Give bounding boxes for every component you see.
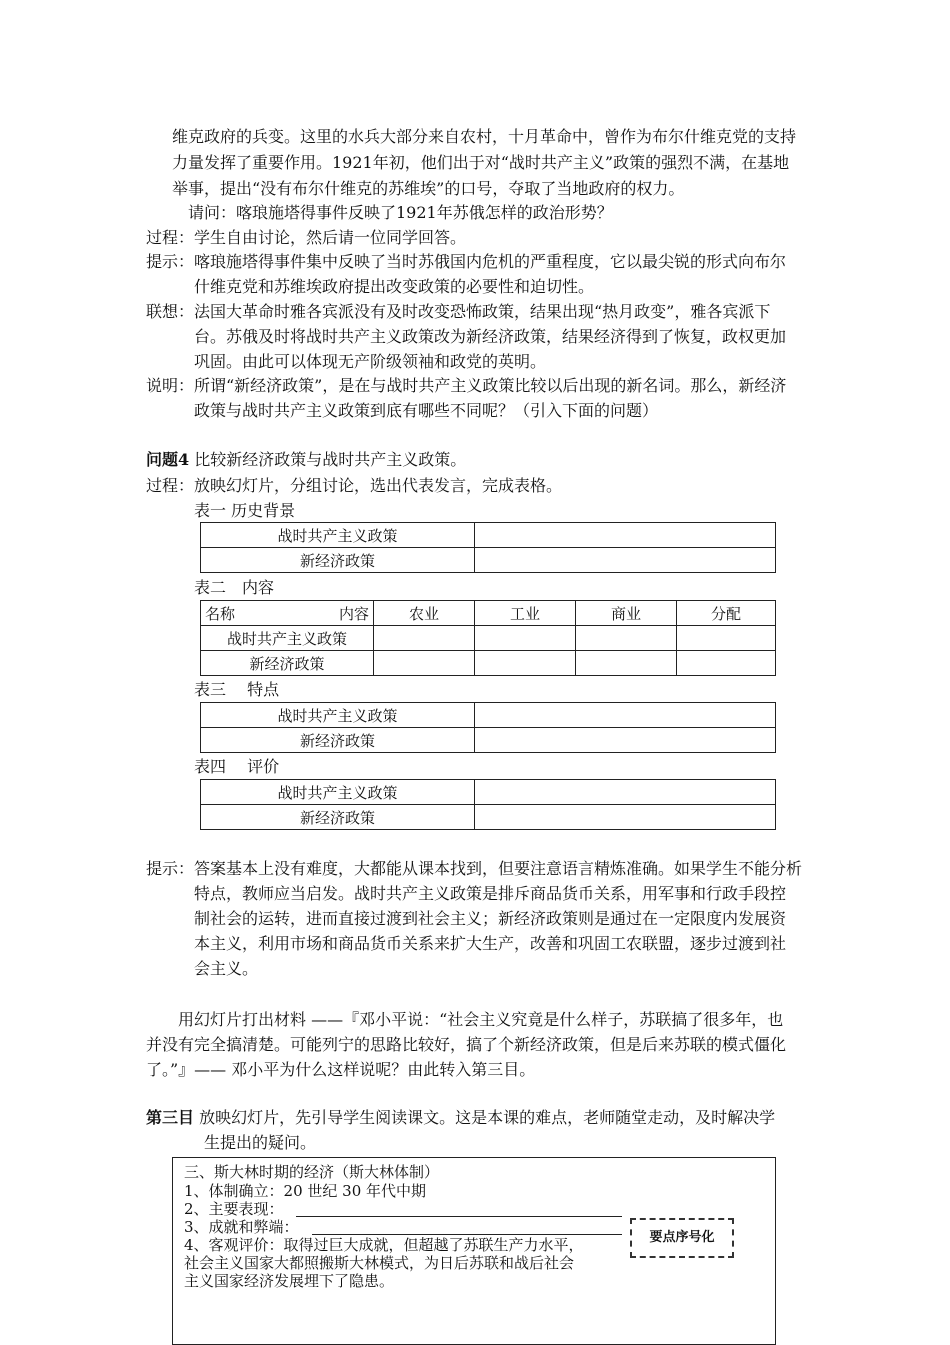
hint-2-line-5: 会主义。: [194, 959, 259, 978]
table-cell: [475, 780, 776, 805]
box-line-2: 1、体制确立：20 世纪 30 年代中期: [184, 1182, 427, 1200]
table-row: [201, 703, 776, 728]
box-line-1: 三、斯大林时期的经济（斯大林体制）: [184, 1163, 440, 1181]
table-cell: [475, 703, 776, 728]
hint-2-line-1: 提示：答案基本上没有难度，大都能从课本找到，但要注意语言精炼准确。如果学生不能分析: [146, 859, 803, 878]
table-cell: [677, 651, 776, 676]
assoc-line-1: 联想：法国大革命时雅各宾派没有及时改变恐怖政策，结果出现“热月政变”，雅各宾派下: [146, 302, 771, 321]
section-3-label: 第三目: [146, 1108, 195, 1127]
answer-blank-3: [312, 1234, 622, 1235]
box-line-3: 2、主要表现：: [184, 1200, 284, 1218]
table-cell: [475, 805, 776, 830]
table-cell: 战时共产主义政策: [201, 523, 475, 548]
table-2-content: [200, 600, 776, 676]
table-3-features: [200, 702, 776, 753]
section-3-line-1: [146, 1105, 775, 1131]
table-header: 分配: [677, 601, 776, 626]
question-4-label: 问题4: [146, 450, 190, 469]
table-1-background: [200, 522, 776, 573]
deng-quote-line-3: 了。”』—— 邓小平为什么这样说呢？由此转入第三目。: [146, 1060, 536, 1079]
assoc-line-3: 巩固。由此可以体现无产阶级领袖和政党的英明。: [194, 352, 547, 371]
table-row: [201, 548, 776, 573]
hint-2-line-3: 制社会的运转，进而直接过渡到社会主义；新经济政策则是通过在一定限度内发展资: [194, 909, 787, 928]
table-cell: 战时共产主义政策: [201, 703, 475, 728]
table-cell: [576, 651, 677, 676]
table-header: 工业: [475, 601, 576, 626]
hint-1-line-2: 什维克党和苏维埃政府提出改变政策的必要性和迫切性。: [194, 277, 595, 296]
table-header: 商业: [576, 601, 677, 626]
table-1-title: 表一 历史背景: [194, 501, 296, 520]
table-row: [201, 523, 776, 548]
table-row: [201, 651, 776, 676]
box-line-5: 4、客观评价：取得过巨大成就，但超越了苏联生产力水平，: [184, 1236, 584, 1254]
explain-line-2: 政策与战时共产主义政策到底有哪些不同呢？（引入下面的问题）: [194, 401, 659, 420]
table-cell: 新经济政策: [201, 805, 475, 830]
question-4-text: 比较新经济政策与战时共产主义政策。: [194, 450, 467, 469]
table-row: [201, 805, 776, 830]
deng-quote-line-2: 并没有完全搞清楚。可能列宁的思路比较好，搞了个新经济政策，但是后来苏联的模式僵化: [146, 1035, 787, 1054]
table-cell: [374, 651, 475, 676]
explain-line-1: 说明：所谓“新经济政策”，是在与战时共产主义政策比较以后出现的新名词。那么，新经济: [146, 376, 787, 395]
hint-2-line-4: 本主义，利用市场和商品货币关系来扩大生产，改善和巩固工农联盟，逐步过渡到社: [194, 934, 787, 953]
deng-quote-line-1: 用幻灯片打出材料 ——『邓小平说：“社会主义究竟是什么样子，苏联搞了很多年，也: [178, 1010, 784, 1029]
table-3-title: 表三 特点: [194, 680, 280, 699]
question-line: 请问：喀琅施塔得事件反映了1921年苏俄怎样的政治形势？: [188, 203, 613, 222]
table-row: [201, 601, 776, 626]
top-para-line-1: 维克政府的兵变。这里的水兵大部分来自农村，十月革命中，曾作为布尔什维克党的支持: [172, 127, 797, 146]
hint-2-line-2: 特点，教师应当启发。战时共产主义政策是排斥商品货币关系，用军事和行政手段控: [194, 884, 787, 903]
table-cell: [475, 548, 776, 573]
table-cell: [475, 626, 576, 651]
process-line-2: 过程：放映幻灯片，分组讨论，选出代表发言，完成表格。: [146, 476, 563, 495]
table-cell: 新经济政策: [201, 651, 374, 676]
hint-1-line-1: 提示：喀琅施塔得事件集中反映了当时苏俄国内危机的严重程度，它以最尖锐的形式向布尔: [146, 252, 787, 271]
header-name: 名称: [205, 604, 236, 623]
question-4: [146, 447, 466, 473]
table-cell: [677, 626, 776, 651]
table-cell: [374, 626, 475, 651]
top-para-line-3: 举事，提出“没有布尔什维克的苏维埃”的口号，夺取了当地政府的权力。: [172, 179, 685, 198]
top-para-line-2: 力量发挥了重要作用。1921年初，他们出于对“战时共产主义”政策的强烈不满，在基地: [172, 153, 790, 172]
table-cell: 新经济政策: [201, 548, 475, 573]
answer-blank-2: [296, 1216, 622, 1217]
assoc-line-2: 台。苏俄及时将战时共产主义政策改为新经济政策，结果经济得到了恢复，政权更加: [194, 327, 787, 346]
table-4-title: 表四 评价: [194, 757, 280, 776]
box-line-4: 3、成就和弊端：: [184, 1218, 299, 1236]
table-cell: 新经济政策: [201, 728, 475, 753]
section-3-text: 放映幻灯片，先引导学生阅读课文。这是本课的难点，老师随堂走动，及时解决学: [199, 1108, 776, 1127]
table-row: [201, 728, 776, 753]
section-3-line-2: 生提出的疑问。: [204, 1133, 317, 1152]
table-cell: [475, 651, 576, 676]
header-content: 内容: [338, 604, 369, 623]
table-2-title: 表二 内容: [194, 578, 275, 597]
key-points-note: 要点序号化: [630, 1218, 734, 1258]
process-line-1: 过程：学生自由讨论，然后请一位同学回答。: [146, 228, 467, 247]
table-cell: 战时共产主义政策: [201, 780, 475, 805]
table-cell: 战时共产主义政策: [201, 626, 374, 651]
table-row: [201, 626, 776, 651]
table-header: 农业: [374, 601, 475, 626]
table-row: [201, 780, 776, 805]
table-cell: [576, 626, 677, 651]
table-header-corner: [201, 601, 374, 626]
box-line-6: 社会主义国家大都照搬斯大林模式，为日后苏联和战后社会: [184, 1254, 575, 1272]
table-cell: [475, 523, 776, 548]
table-4-evaluation: [200, 779, 776, 830]
table-cell: [475, 728, 776, 753]
box-line-7: 主义国家经济发展埋下了隐患。: [184, 1272, 395, 1290]
